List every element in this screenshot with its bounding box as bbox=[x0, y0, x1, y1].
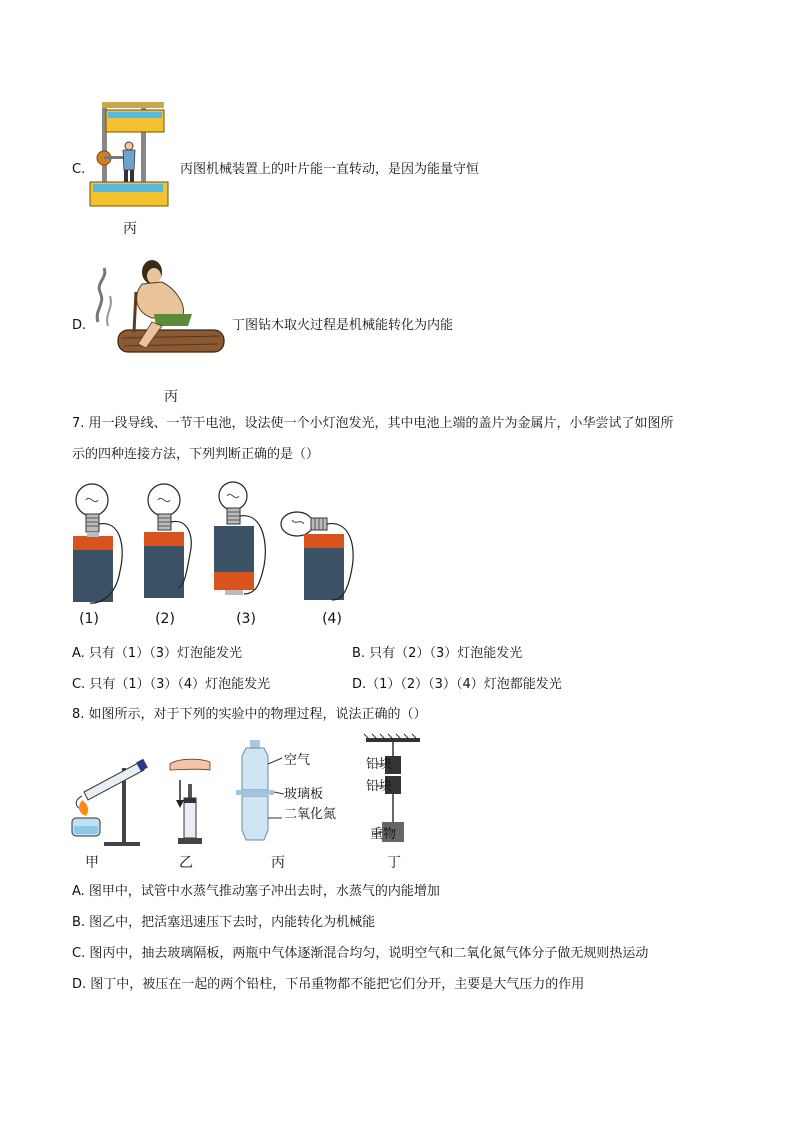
bing-bottles-setup bbox=[236, 740, 284, 840]
circuit-4 bbox=[281, 512, 353, 600]
yi-piston-setup bbox=[170, 759, 210, 844]
caption-ding: 丁 bbox=[387, 855, 401, 871]
figure-label-4: (4) bbox=[322, 611, 342, 627]
figure-label-3: (3) bbox=[236, 611, 256, 627]
caption-yi: 乙 bbox=[179, 855, 193, 871]
q7-option-b: B. 只有（2）（3）灯泡能发光 bbox=[352, 646, 523, 661]
q7-option-d: D.（1）（2）（3）（4）灯泡都能发光 bbox=[352, 677, 562, 692]
bulb-battery-figure bbox=[60, 476, 360, 606]
option-d-caption: 丙 bbox=[164, 389, 178, 405]
jia-test-tube-setup bbox=[72, 759, 148, 846]
option-c-text: 丙图机械装置上的叶片能一直转动，是因为能量守恒 bbox=[180, 162, 480, 177]
ding-label-lead-bottom: 铅块 bbox=[366, 779, 393, 794]
caption-bing: 丙 bbox=[271, 855, 285, 871]
figure-label-1: (1) bbox=[79, 611, 99, 627]
q8-option-b: B. 图乙中，把活塞迅速压下去时，内能转化为机械能 bbox=[72, 915, 376, 930]
option-c-letter: C. bbox=[72, 162, 86, 177]
option-d-letter: D. bbox=[72, 318, 87, 333]
bing-label-air: 空气 bbox=[284, 753, 311, 768]
perpetual-machine-figure bbox=[88, 100, 168, 212]
ding-label-weight: 重物 bbox=[370, 827, 397, 842]
q8-stem: 8. 如图所示，对于下列的实验中的物理过程，说法正确的（） bbox=[72, 707, 427, 722]
q8-option-d: D. 图丁中，被压在一起的两个铅柱，下吊重物都不能把它们分开，主要是大气压力的作用 bbox=[72, 977, 585, 992]
q7-stem-line2: 示的四种连接方法，下列判断正确的是（） bbox=[72, 447, 320, 462]
q8-option-c: C. 图丙中，抽去玻璃隔板，两瓶中气体逐渐混合均匀，说明空气和二氧化氮气体分子做无规则热运动 bbox=[72, 946, 649, 961]
circuit-2 bbox=[144, 484, 191, 598]
option-d-text: 丁图钻木取火过程是机械能转化为内能 bbox=[232, 318, 454, 333]
ding-label-lead-top: 铅块 bbox=[366, 757, 393, 772]
figure-label-2: (2) bbox=[155, 611, 175, 627]
bing-label-glass: 玻璃板 bbox=[284, 787, 324, 802]
circuit-3 bbox=[214, 482, 265, 595]
bing-label-no2: 二氧化氮 bbox=[284, 807, 337, 822]
q8-option-a: A. 图甲中，试管中水蒸气推动塞子冲出去时，水蒸气的内能增加 bbox=[72, 884, 440, 899]
drill-wood-fire-figure bbox=[92, 252, 232, 362]
caption-jia: 甲 bbox=[85, 855, 99, 871]
circuit-1 bbox=[73, 484, 122, 603]
q7-option-c: C. 只有（1）（3）（4）灯泡能发光 bbox=[72, 677, 271, 692]
q7-stem-line1: 7. 用一段导线、一节干电池，设法使一个小灯泡发光，其中电池上端的盖片为金属片，小华尝试了如图所 bbox=[72, 416, 674, 431]
option-c-caption: 丙 bbox=[123, 221, 137, 237]
q7-option-a: A. 只有（1）（3）灯泡能发光 bbox=[72, 646, 242, 661]
